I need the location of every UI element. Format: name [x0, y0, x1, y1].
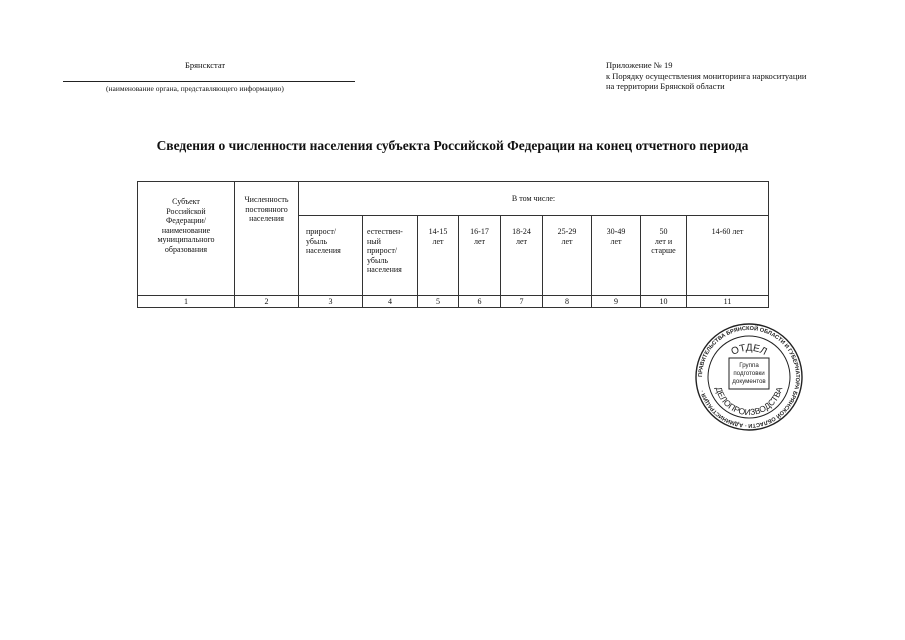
- subheader-line: прирост/: [306, 227, 337, 236]
- subheader-natural-growth: [363, 216, 418, 296]
- subheader-line: 50: [659, 227, 668, 236]
- appendix-line-2: к Порядку осуществления мониторинга наркоситуации: [606, 70, 807, 81]
- column-number: 1: [138, 296, 235, 308]
- header-subject-line: наименование: [161, 225, 211, 235]
- column-number: 8: [543, 296, 592, 308]
- header-subject-line: Российской: [166, 206, 206, 216]
- subheader-line: старше: [651, 246, 676, 256]
- column-number: 10: [641, 296, 687, 308]
- subheader-line: населения: [306, 246, 341, 256]
- subheader-line: 14-15: [428, 227, 448, 236]
- organization-name: Брянскстат: [185, 60, 226, 70]
- subheader-line: лет: [515, 236, 528, 246]
- subheader-14-60: [687, 216, 769, 296]
- appendix-note: [606, 60, 806, 92]
- column-number: 4: [363, 296, 418, 308]
- organization-caption: (наименование органа, представляющего информацию): [106, 84, 284, 93]
- column-number: 11: [687, 296, 769, 308]
- subheader-line: убыль: [306, 236, 327, 246]
- subheader-line: ный: [367, 236, 381, 246]
- stamp-bottom-word: ДЕЛОПРОИЗВОДСТВА: [713, 385, 785, 418]
- column-number: 6: [459, 296, 501, 308]
- subheader-line: 14-60 лет: [711, 227, 744, 236]
- column-number: 2: [235, 296, 299, 308]
- header-subject-line: Субъект: [172, 197, 200, 206]
- column-number: 3: [299, 296, 363, 308]
- subheader-16-17: [459, 216, 501, 296]
- header-including: В том числе:: [299, 182, 769, 216]
- appendix-line-3: на территории Брянской области: [606, 81, 725, 91]
- header-subject-line: Федерации/: [165, 216, 206, 226]
- document-title: Сведения о численности населения субъекта Российской Федерации на конец отчетного периода: [156, 138, 749, 153]
- subheader-14-15: [418, 216, 459, 296]
- subheader-growth: [299, 216, 363, 296]
- column-number: 9: [592, 296, 641, 308]
- stamp-top-word: ОТДЕЛ: [729, 342, 769, 358]
- stamp-ring-text: ПРАВИТЕЛЬСТВА БРЯНСКОЙ ОБЛАСТИ И ГУБЕРНАТОРА БРЯНСКОЙ ОБЛАСТИ · АДМИНИСТРАЦИЯ ·: [697, 325, 801, 429]
- stamp-center-line: документов: [732, 378, 766, 385]
- subheader-line: лет: [473, 236, 486, 246]
- header-subject: [138, 182, 235, 296]
- appendix-line-1: Приложение № 19: [606, 60, 673, 70]
- column-number: 5: [418, 296, 459, 308]
- subheader-line: лет: [561, 236, 573, 246]
- stamp-center-line: подготовки: [733, 370, 765, 377]
- header-population: [235, 182, 299, 296]
- header-subject-line: образования: [164, 244, 208, 254]
- header-population-line: населения: [249, 214, 284, 224]
- column-number: 7: [501, 296, 543, 308]
- header-population-line: Численность: [244, 195, 289, 204]
- subheader-line: 25-29: [557, 227, 577, 236]
- header-population-line: постоянного: [245, 204, 288, 214]
- organization-underline: [63, 81, 355, 82]
- subheader-18-24: [501, 216, 543, 296]
- subheader-line: лет и: [654, 236, 673, 246]
- subheader-line: лет: [610, 236, 622, 246]
- population-table: [137, 181, 769, 308]
- subheader-30-49: [592, 216, 641, 296]
- official-stamp: [695, 323, 803, 431]
- subheader-line: естествен-: [367, 227, 403, 236]
- subheader-line: 30-49: [606, 227, 626, 236]
- stamp-center-line: Группа: [739, 362, 759, 369]
- subheader-line: населения: [367, 265, 402, 275]
- subheader-line: убыль: [367, 255, 388, 265]
- subheader-line: лет: [432, 236, 444, 246]
- subheader-line: 16-17: [470, 227, 489, 236]
- subheader-25-29: [543, 216, 592, 296]
- subheader-line: 18-24: [512, 227, 531, 236]
- subheader-50-plus: [641, 216, 687, 296]
- header-subject-line: муниципального: [157, 235, 215, 245]
- subheader-line: прирост/: [367, 246, 398, 256]
